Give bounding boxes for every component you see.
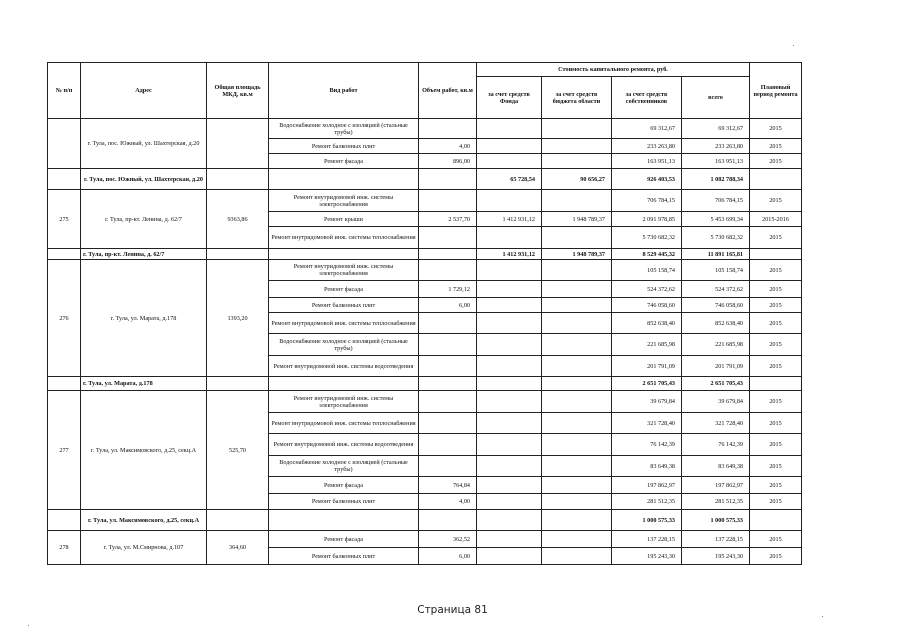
subtotal-address: г. Тула, пр-кт. Ленина, д. 62/7 <box>81 249 207 260</box>
scan-speck <box>793 45 794 46</box>
row-volume <box>419 227 477 249</box>
row-volume: 896,00 <box>419 154 477 169</box>
row-volume <box>419 249 477 260</box>
row-work: Ремонт фасада <box>269 477 419 494</box>
row-work: Ремонт внутридомовой инж. системы электроснабжения <box>269 391 419 413</box>
row-area <box>207 119 269 169</box>
row-work: Ремонт внутридомовой инж. системы электроснабжения <box>269 260 419 281</box>
scan-speck <box>822 616 823 617</box>
row-owners: 39 679,84 <box>612 391 682 413</box>
row-period: 2015 <box>750 154 802 169</box>
row-region <box>542 456 612 477</box>
subtotal-row <box>48 169 802 190</box>
row-region <box>542 391 612 413</box>
row-total: 746 058,60 <box>682 298 750 313</box>
row-work: Ремонт балконных плит <box>269 494 419 510</box>
row-owners: 105 158,74 <box>612 260 682 281</box>
row-work: Водоснабжение холодное с изоляцией (стальные трубы) <box>269 334 419 356</box>
row-number: 278 <box>48 531 81 565</box>
row-address: г. Тула, пр-кт. Ленина, д. 62/7 <box>81 190 207 249</box>
row-fund <box>477 434 542 456</box>
subtotal-fund: 65 728,54 <box>477 169 542 190</box>
row-volume: 6,00 <box>419 548 477 565</box>
subtotal-region <box>542 377 612 391</box>
row-total: 201 791,09 <box>682 356 750 377</box>
row-address: г. Тула, ул. М.Смирнова, д.107 <box>81 531 207 565</box>
row-region <box>542 227 612 249</box>
row-period: 2015-2016 <box>750 212 802 227</box>
row-address: г. Тула, ул. Марата, д.178 <box>81 260 207 377</box>
row-fund <box>477 356 542 377</box>
row-volume: 6,00 <box>419 298 477 313</box>
row-work <box>269 510 419 531</box>
subtotal-region: 90 656,27 <box>542 169 612 190</box>
row-region <box>542 260 612 281</box>
row-total: 39 679,84 <box>682 391 750 413</box>
row-period: 2015 <box>750 531 802 548</box>
row-owners: 76 142,39 <box>612 434 682 456</box>
row-owners: 524 372,62 <box>612 281 682 298</box>
header-region: за счет средств бюджета области <box>542 77 612 119</box>
row-volume: 4,00 <box>419 494 477 510</box>
row-volume <box>419 456 477 477</box>
row-period <box>750 169 802 190</box>
row-period: 2015 <box>750 227 802 249</box>
row-total: 233 263,80 <box>682 139 750 154</box>
row-work <box>269 169 419 190</box>
row-work: Ремонт внутридомовой инж. системы теплоснабжения <box>269 413 419 434</box>
row-owners: 137 228,15 <box>612 531 682 548</box>
row-address: г. Тула, пос. Южный, ул. Шахтерская, д.20 <box>81 119 207 169</box>
row-work: Ремонт крыши <box>269 212 419 227</box>
row-total: 105 158,74 <box>682 260 750 281</box>
row-area: 9363,86 <box>207 190 269 249</box>
row-fund <box>477 494 542 510</box>
row-volume <box>419 377 477 391</box>
header-work: Вид работ <box>269 63 419 119</box>
row-total: 197 862,97 <box>682 477 750 494</box>
row-volume: 362,52 <box>419 531 477 548</box>
table-row <box>48 391 802 413</box>
row-fund: 1 412 931,12 <box>477 212 542 227</box>
row-fund <box>477 154 542 169</box>
row-total: 69 312,67 <box>682 119 750 139</box>
row-period: 2015 <box>750 356 802 377</box>
row-owners: 221 685,98 <box>612 334 682 356</box>
row-period: 2015 <box>750 494 802 510</box>
row-region <box>542 477 612 494</box>
row-total: 5 730 682,32 <box>682 227 750 249</box>
row-fund <box>477 391 542 413</box>
row-work: Ремонт балконных плит <box>269 548 419 565</box>
row-region: 1 948 789,37 <box>542 212 612 227</box>
table-row <box>48 531 802 548</box>
row-owners: 706 784,15 <box>612 190 682 212</box>
row-total: 852 638,40 <box>682 313 750 334</box>
row-work: Ремонт внутридомовой инж. системы теплоснабжения <box>269 313 419 334</box>
row-volume <box>419 260 477 281</box>
row-period: 2015 <box>750 119 802 139</box>
row-period: 2015 <box>750 391 802 413</box>
row-region <box>542 190 612 212</box>
row-work: Ремонт балконных плит <box>269 298 419 313</box>
row-period <box>750 510 802 531</box>
row-volume: 2 537,70 <box>419 212 477 227</box>
row-fund <box>477 531 542 548</box>
row-area <box>207 249 269 260</box>
row-region <box>542 413 612 434</box>
subtotal-row <box>48 510 802 531</box>
row-fund <box>477 334 542 356</box>
row-volume: 4,00 <box>419 139 477 154</box>
row-volume <box>419 313 477 334</box>
subtotal-total: 1 000 575,33 <box>682 510 750 531</box>
row-region <box>542 154 612 169</box>
row-total: 221 685,98 <box>682 334 750 356</box>
scan-speck <box>28 625 29 626</box>
subtotal-fund: 1 412 931,12 <box>477 249 542 260</box>
row-number <box>48 377 81 391</box>
row-area <box>207 510 269 531</box>
row-volume <box>419 391 477 413</box>
row-volume: 764,84 <box>419 477 477 494</box>
row-work: Ремонт внутридомовой инж. системы электроснабжения <box>269 190 419 212</box>
subtotal-region <box>542 510 612 531</box>
subtotal-owners: 926 403,53 <box>612 169 682 190</box>
row-number <box>48 249 81 260</box>
subtotal-address: г. Тула, ул. Максимовского, д.25, секц.А <box>81 510 207 531</box>
row-region <box>542 119 612 139</box>
row-number <box>48 169 81 190</box>
subtotal-row <box>48 377 802 391</box>
row-owners: 5 730 682,32 <box>612 227 682 249</box>
row-total: 706 784,15 <box>682 190 750 212</box>
header-area: Общая площадь МКД, кв.м <box>207 63 269 119</box>
row-region <box>542 334 612 356</box>
row-total: 524 372,62 <box>682 281 750 298</box>
subtotal-owners: 2 651 705,43 <box>612 377 682 391</box>
row-fund <box>477 260 542 281</box>
row-owners: 69 312,67 <box>612 119 682 139</box>
row-owners: 163 951,13 <box>612 154 682 169</box>
row-fund <box>477 281 542 298</box>
row-period <box>750 377 802 391</box>
row-period: 2015 <box>750 413 802 434</box>
row-period: 2015 <box>750 548 802 565</box>
header-no: № п/п <box>48 63 81 119</box>
row-number: 277 <box>48 391 81 510</box>
subtotal-fund <box>477 377 542 391</box>
row-total: 195 243,30 <box>682 548 750 565</box>
row-region <box>542 298 612 313</box>
row-owners: 233 263,80 <box>612 139 682 154</box>
row-period: 2015 <box>750 139 802 154</box>
row-fund <box>477 119 542 139</box>
row-volume <box>419 356 477 377</box>
row-total: 281 512,35 <box>682 494 750 510</box>
subtotal-total: 2 651 705,43 <box>682 377 750 391</box>
subtotal-address: г. Тула, ул. Марата, д.178 <box>81 377 207 391</box>
row-work: Ремонт внутридомовой инж. системы водоотведения <box>269 356 419 377</box>
header-volume: Объем работ, кв.м <box>419 63 477 119</box>
row-owners: 195 243,30 <box>612 548 682 565</box>
header-total: всего <box>682 77 750 119</box>
row-area: 525,70 <box>207 391 269 510</box>
row-volume <box>419 413 477 434</box>
subtotal-owners: 1 000 575,33 <box>612 510 682 531</box>
table-row <box>48 119 802 139</box>
row-fund <box>477 227 542 249</box>
row-work: Водоснабжение холодное с изоляцией (стальные трубы) <box>269 456 419 477</box>
row-work: Ремонт фасада <box>269 154 419 169</box>
subtotal-total: 11 891 165,81 <box>682 249 750 260</box>
header-cost-group: Стоимость капитального ремонта, руб. <box>477 63 750 77</box>
row-total: 76 142,39 <box>682 434 750 456</box>
row-owners: 201 791,09 <box>612 356 682 377</box>
row-region <box>542 281 612 298</box>
row-period: 2015 <box>750 281 802 298</box>
row-fund <box>477 190 542 212</box>
row-period: 2015 <box>750 477 802 494</box>
row-owners: 746 058,60 <box>612 298 682 313</box>
row-fund <box>477 548 542 565</box>
row-work: Ремонт внутридомовой инж. системы теплоснабжения <box>269 227 419 249</box>
row-area: 364,60 <box>207 531 269 565</box>
capital-repair-table <box>47 62 802 565</box>
row-address: г. Тула, ул. Максимовского, д.25, секц.А <box>81 391 207 510</box>
row-volume <box>419 334 477 356</box>
row-region <box>542 531 612 548</box>
row-period: 2015 <box>750 456 802 477</box>
header-fund: за счет средств Фонда <box>477 77 542 119</box>
row-period: 2015 <box>750 313 802 334</box>
row-work <box>269 377 419 391</box>
row-volume: 1 729,12 <box>419 281 477 298</box>
row-number <box>48 119 81 169</box>
subtotal-fund <box>477 510 542 531</box>
row-area: 1393,20 <box>207 260 269 377</box>
row-work: Ремонт внутридомовой инж. системы водоотведения <box>269 434 419 456</box>
row-total: 163 951,13 <box>682 154 750 169</box>
row-owners: 852 638,40 <box>612 313 682 334</box>
row-number: 276 <box>48 260 81 377</box>
row-volume <box>419 510 477 531</box>
subtotal-total: 1 082 788,34 <box>682 169 750 190</box>
row-volume <box>419 119 477 139</box>
row-region <box>542 494 612 510</box>
row-fund <box>477 456 542 477</box>
row-volume <box>419 169 477 190</box>
row-owners: 281 512,35 <box>612 494 682 510</box>
header-period: Плановый период ремонта <box>750 63 802 119</box>
row-region <box>542 548 612 565</box>
row-number <box>48 510 81 531</box>
row-area <box>207 169 269 190</box>
row-region <box>542 313 612 334</box>
row-fund <box>477 139 542 154</box>
row-region <box>542 356 612 377</box>
header-address: Адрес <box>81 63 207 119</box>
table-row <box>48 190 802 212</box>
row-region <box>542 434 612 456</box>
row-volume <box>419 434 477 456</box>
row-fund <box>477 313 542 334</box>
row-owners: 321 728,40 <box>612 413 682 434</box>
row-owners: 2 091 978,85 <box>612 212 682 227</box>
row-work: Водоснабжение холодное с изоляцией (стальные трубы) <box>269 119 419 139</box>
row-total: 5 453 699,34 <box>682 212 750 227</box>
row-period: 2015 <box>750 334 802 356</box>
row-region <box>542 139 612 154</box>
row-period: 2015 <box>750 434 802 456</box>
row-total: 83 649,38 <box>682 456 750 477</box>
row-fund <box>477 413 542 434</box>
row-total: 321 728,40 <box>682 413 750 434</box>
row-period: 2015 <box>750 298 802 313</box>
row-work <box>269 249 419 260</box>
row-number: 275 <box>48 190 81 249</box>
row-fund <box>477 477 542 494</box>
subtotal-region: 1 948 789,37 <box>542 249 612 260</box>
header-owners: за счет средств собственников <box>612 77 682 119</box>
row-work: Ремонт фасада <box>269 281 419 298</box>
row-area <box>207 377 269 391</box>
row-owners: 197 862,97 <box>612 477 682 494</box>
subtotal-row <box>48 249 802 260</box>
row-total: 137 228,15 <box>682 531 750 548</box>
page-footer: Страница 81 <box>417 604 488 616</box>
row-period: 2015 <box>750 260 802 281</box>
row-period <box>750 249 802 260</box>
row-fund <box>477 298 542 313</box>
row-owners: 83 649,38 <box>612 456 682 477</box>
row-work: Ремонт фасада <box>269 531 419 548</box>
row-work: Ремонт балконных плит <box>269 139 419 154</box>
subtotal-address: г. Тула, пос. Южный, ул. Шахтерская, д.20 <box>81 169 207 190</box>
row-period: 2015 <box>750 190 802 212</box>
table-row <box>48 260 802 281</box>
row-volume <box>419 190 477 212</box>
subtotal-owners: 8 529 445,32 <box>612 249 682 260</box>
